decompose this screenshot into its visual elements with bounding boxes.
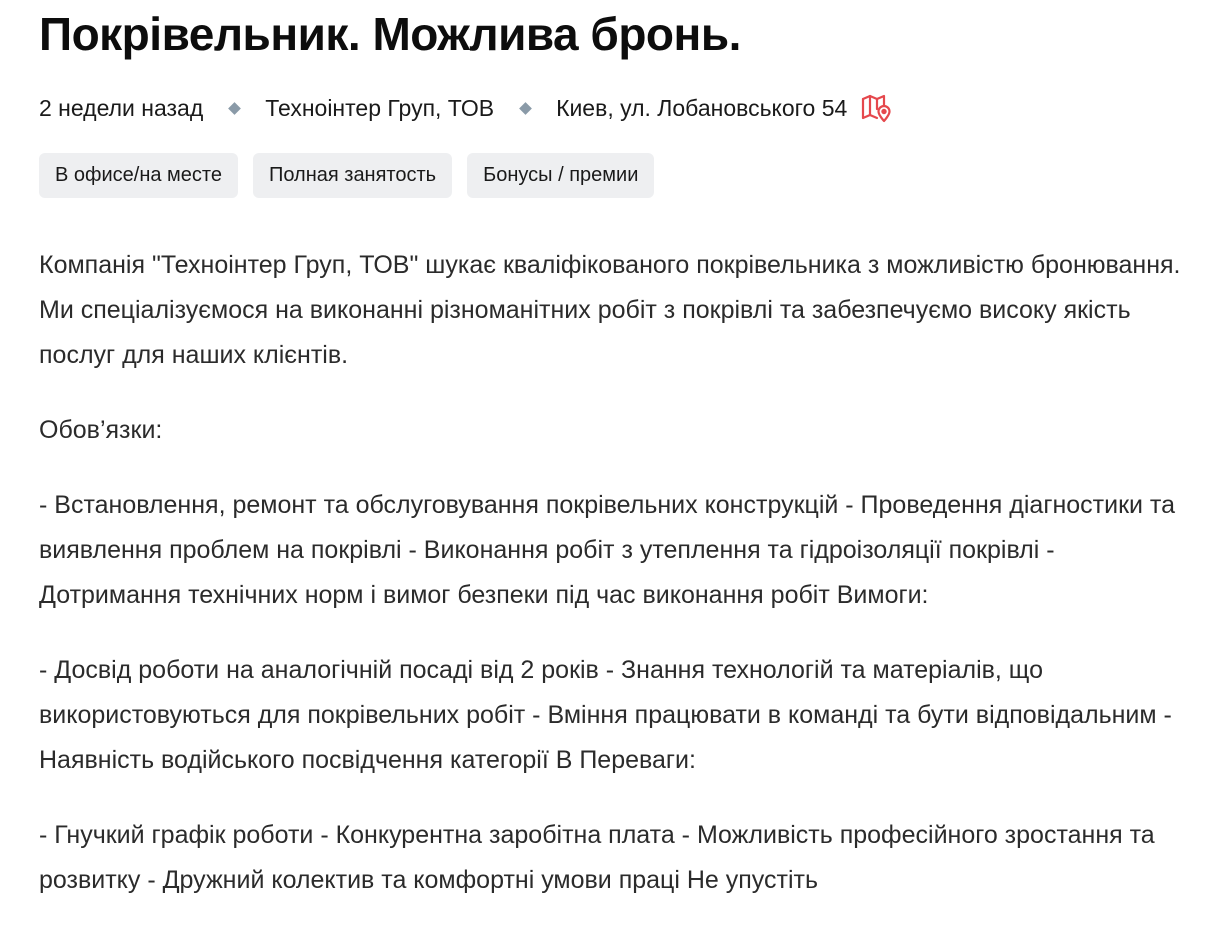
duties-heading: Обов’язки: <box>39 416 163 444</box>
meta-separator-icon <box>519 102 532 115</box>
map-pin-icon[interactable] <box>861 93 893 123</box>
company-name: Техноінтер Груп, ТОВ <box>265 94 495 121</box>
job-title: Покрівельник. Можлива бронь. <box>39 8 741 60</box>
requirements-list: - Досвід роботи на аналогічній посаді від 2 років - Знання технологій та матеріалів, що використовуються для покрівельних робіт - Вміння працювати в команді та бути відповідальним - Наявність водійського посвідчення категорії В Переваги: <box>39 656 1172 774</box>
job-location: Киев, ул. Лобановського 54 <box>556 94 848 121</box>
tag-work-place: В офисе/на месте <box>39 153 238 198</box>
benefits-list: - Гнучкий графік роботи - Конкурентна заробітна плата - Можливість професійного зростання та розвитку - Дружний колектив та комфортні умови праці Не упустіть <box>39 821 1155 894</box>
job-meta <box>39 90 893 126</box>
duties-list: - Встановлення, ремонт та обслуговування покрівельних конструкцій - Проведення діагностики та виявлення проблем на покрівлі - Виконання робіт з утеплення та гідроізоляції покрівлі - Дотримання технічних норм і вимог безпеки під час виконання робіт Вимоги: <box>39 491 1175 609</box>
job-tags <box>39 153 654 198</box>
posted-date: 2 недели назад <box>39 94 204 121</box>
meta-separator-icon <box>228 102 241 115</box>
tag-bonuses: Бонусы / премии <box>467 153 654 198</box>
tag-employment-type: Полная занятость <box>253 153 452 198</box>
description-intro: Компанія "Техноінтер Груп, ТОВ" шукає кваліфікованого покрівельника з можливістю бронювання. Ми спеціалізуємося на виконанні різноманітних робіт з покрівлі та забезпечуємо високу якість послуг для наших клієнтів. <box>39 251 1181 369</box>
job-description <box>39 243 1189 933</box>
